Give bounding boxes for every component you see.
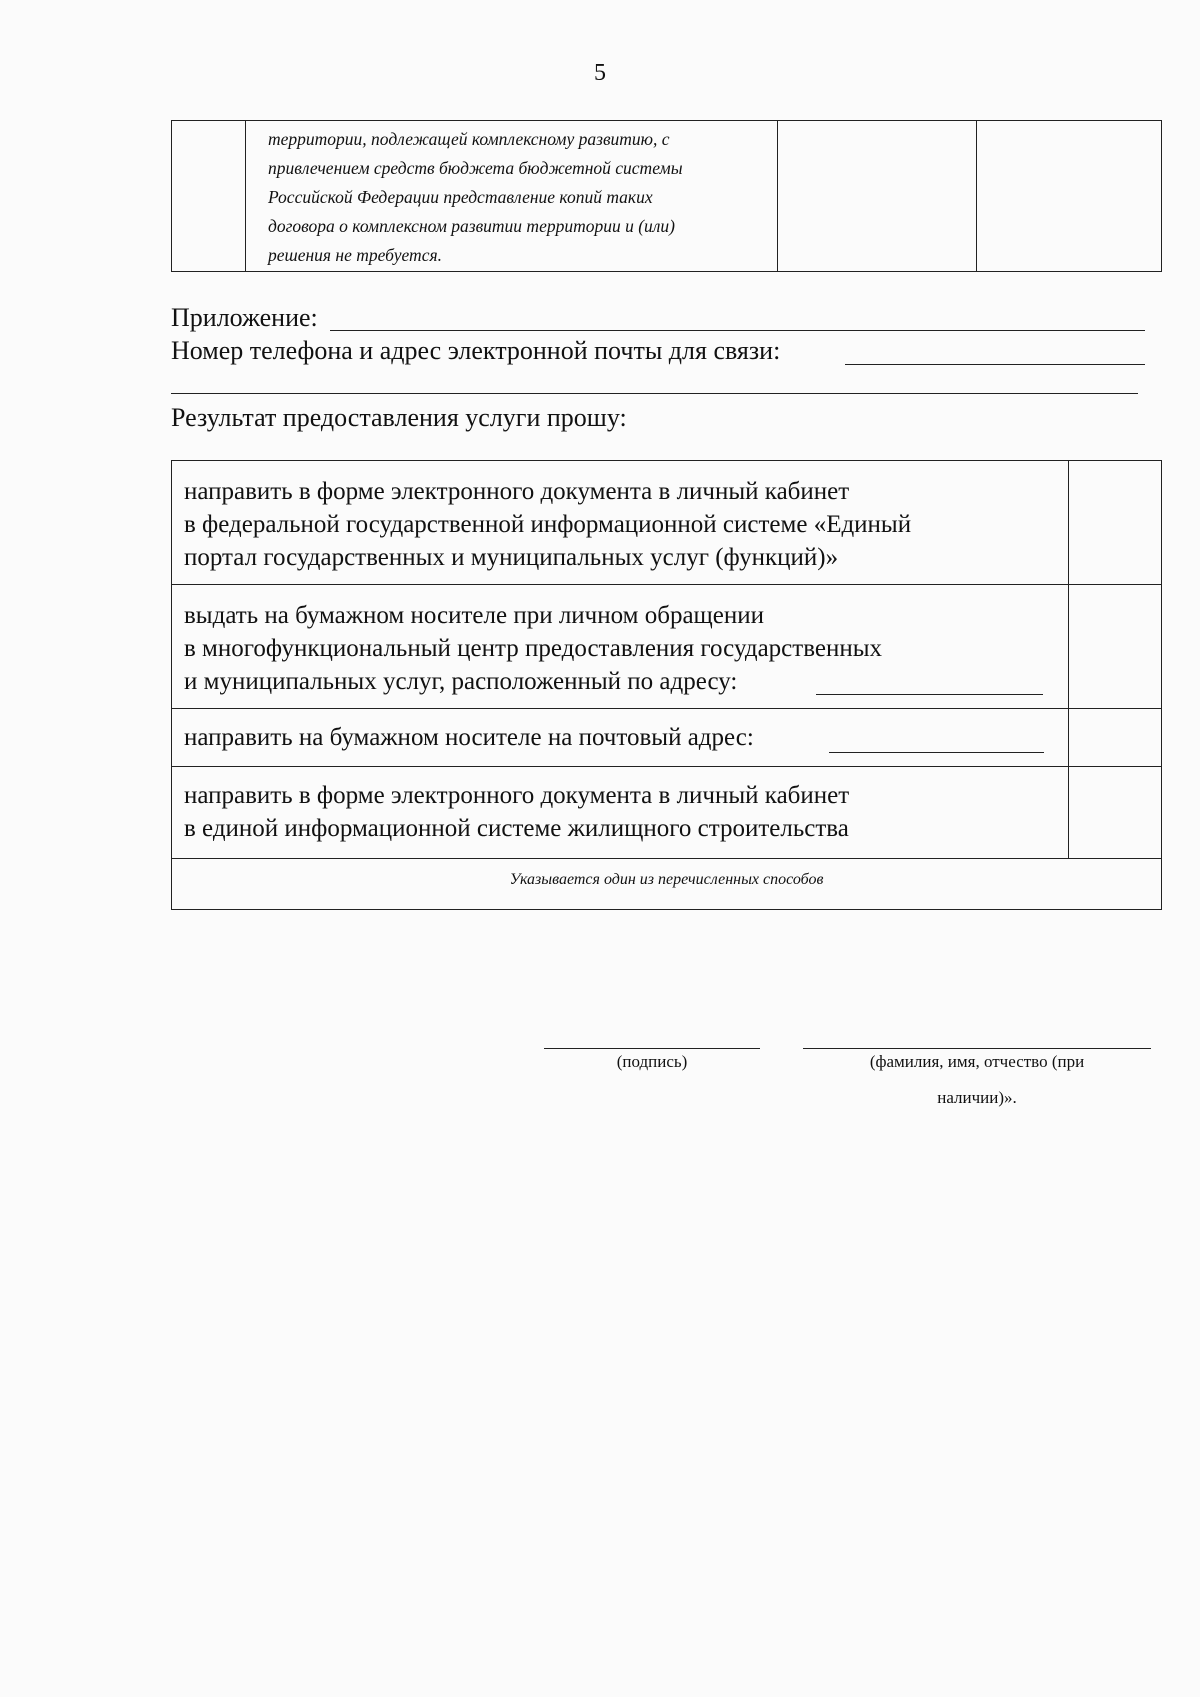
mfc-address-field[interactable] xyxy=(816,694,1043,695)
option-line: направить в форме электронного документа в личный кабинет xyxy=(184,782,850,809)
signature-caption: (подпись) xyxy=(616,1052,688,1071)
page-number: 5 xyxy=(594,60,606,86)
option-mfc xyxy=(184,599,1054,698)
option-housing-system xyxy=(184,779,1054,845)
continuation-line: территории, подлежащей комплексному развитию, с xyxy=(268,129,670,149)
full-name-caption: (фамилия, имя, отчество (при xyxy=(869,1052,1085,1071)
attachment-field[interactable] xyxy=(330,330,1145,331)
signature-line[interactable] xyxy=(544,1048,760,1049)
option-line: в многофункциональный центр предоставления государственных xyxy=(184,635,883,662)
row-divider xyxy=(172,858,1161,859)
row-divider xyxy=(172,708,1161,709)
option-line: портал государственных и муниципальных услуг (функций)» xyxy=(184,544,839,571)
continuation-line: договора о комплексном развитии территории и (или) xyxy=(268,216,676,236)
option-line: выдать на бумажном носителе при личном обращении xyxy=(184,602,765,629)
option-post-checkbox[interactable] xyxy=(1070,709,1160,766)
contact-field[interactable] xyxy=(845,364,1145,365)
result-prompt: Результат предоставления услуги прошу: xyxy=(171,403,627,432)
option-housing-system-checkbox[interactable] xyxy=(1070,767,1160,858)
continuation-text xyxy=(268,125,768,270)
continuation-line: привлечением средств бюджета бюджетной системы xyxy=(268,158,683,178)
checkbox-column-divider xyxy=(1068,461,1069,858)
table-divider xyxy=(245,121,246,271)
contact-field-continuation[interactable] xyxy=(171,393,1138,394)
option-portal xyxy=(184,475,1054,574)
full-name-caption-continuation: наличии)». xyxy=(937,1088,1017,1107)
row-divider xyxy=(172,584,1161,585)
full-name-line[interactable] xyxy=(803,1048,1151,1049)
continuation-line: Российской Федерации представление копий таких xyxy=(268,187,653,207)
option-line: в единой информационной системе жилищного строительства xyxy=(184,815,849,842)
option-portal-checkbox[interactable] xyxy=(1070,461,1160,584)
attachment-label: Приложение: xyxy=(171,303,318,332)
option-line: направить на бумажном носителе на почтовый адрес: xyxy=(184,724,754,751)
option-line: и муниципальных услуг, расположенный по адресу: xyxy=(184,668,738,695)
option-line: направить в форме электронного документа в личный кабинет xyxy=(184,478,850,505)
table-divider xyxy=(777,121,778,271)
table-divider xyxy=(976,121,977,271)
row-divider xyxy=(172,766,1161,767)
option-line: в федеральной государственной информационной системе «Единый xyxy=(184,511,912,538)
option-post xyxy=(184,721,1054,754)
options-note: Указывается один из перечисленных способов xyxy=(509,871,824,888)
continuation-line: решения не требуется. xyxy=(268,245,442,265)
delivery-options-table xyxy=(171,460,1162,910)
postal-address-field[interactable] xyxy=(829,752,1044,753)
option-mfc-checkbox[interactable] xyxy=(1070,585,1160,708)
contact-label: Номер телефона и адрес электронной почты для связи: xyxy=(171,336,781,365)
